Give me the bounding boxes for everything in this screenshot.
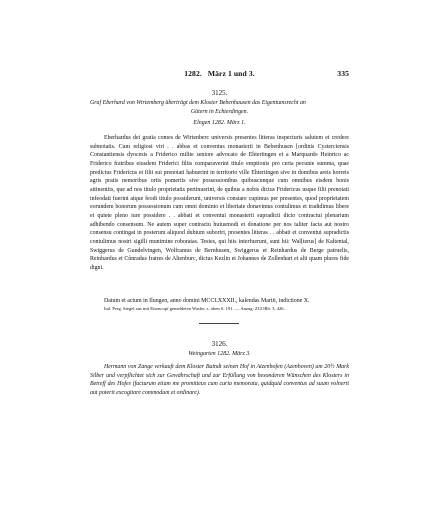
regest-3125-line1: Graf Eberhard von Wirtemberg überträgt dem Kloster Bebenhausen das Eigentumsrecht an <box>90 100 306 106</box>
charter-text-3125: Eberhardus dei gratia comes de Wirtenberc universis presentes litteras inspecturis salutem et credere subnotatis. Cum religiosi viri . . abbas et conventus monasterii in Bebenhusen [ordinis Cysterciensis Constantiensis dyocesis a Friderico milite seniore advocato de Ehtertingen et a Marquardo Heinrico ac Friderico fratribus eiusdem Friderici filiis comparaverint titulo emptionis pro certa pecunie summa, quae predictus Fridericus et filii sui prenotati habuerint in territorio ville Ehtertingen sive in domibus areis horreis agris pratis nemoribus ortis pomeriis sive possessionibus quibuscunque cum omnibus eisdem bonis attinentiis, que ad nos titulo proprietatis pertinuerint, de quibus a nobis dictus Fridericus usque filii prenotati infeodati fuerint atque feodi titulo possiderunt, universis constare cupimus per presentes, quod proprietatem eorundem bonorum possessionum cum omni dominio et libertate donavimus contulimus et tradidimus libere et quiete pleno iure possidere . . abbati et conventui monasterii supradicti dicto contractui plenarium adhibendo consensum. Ne autem super contractu huiusmodi et donatione per nos taliter facta aut nostro consensu contingat in posterum aliquod dubium suboriri, presentes litteras . . abbati et conventui supradictis contulimus nostri sigilli munimine roboratas. Testes, qui hiis interfuerunt, sunt hii: Wal[terus] de Kaltental, Swiggerus de Gundelvingen, Wolframus de Bernhusen, Swiggerus et Reinhardus de Berge patruelis, Reinhardus et Cůnradus fratres de Altenburc, dictus Kezlin et Johannes de Zollenhart et alii quam plures fide digni. <box>90 135 349 271</box>
running-head-date <box>0 69 439 78</box>
closing-line-3125: Datum et actum in Ilungen, anno domini MCCLXXXII., kalendas Martii, indictione X. <box>104 298 310 304</box>
source-note-3125: Ital. Perg. Siegel aus mit Eisencopf gemeldeten Wache, s. oben S. 191. — Anzug: ZGORh. 3, 426. <box>104 306 285 311</box>
regest-3125-line2: Gütern in Echterdingen. <box>190 109 249 115</box>
document-number-3125: 3125. <box>211 89 228 97</box>
page-number: 335 <box>337 69 349 78</box>
section-divider <box>199 323 239 324</box>
dateline-3125: Elngen 1282. März 1. <box>193 120 246 126</box>
regest-3126: Hermann von Zange verkauft dem Kloster Baindt seinen Hof in Atzenhofen (Azenhoven) um 20½ Mark Silber und verpflichtet sich zur Gewährschaft und zur Erfüllung von besonderen Wünschen des Klosters in Betreff des Hofes (facturum etiam me promitteus cum curia memorata, quidquid conventus ad suum volnerit aut poterit excogitare commodum et ordinare). <box>90 364 349 397</box>
dateline-3126: Weingarten 1282. März 3. <box>188 351 251 357</box>
running-head-days: März 1 und 3. <box>207 69 255 78</box>
document-number-3126: 3126. <box>211 340 228 348</box>
running-head-year: 1282. <box>184 69 202 78</box>
running-head <box>0 69 439 81</box>
